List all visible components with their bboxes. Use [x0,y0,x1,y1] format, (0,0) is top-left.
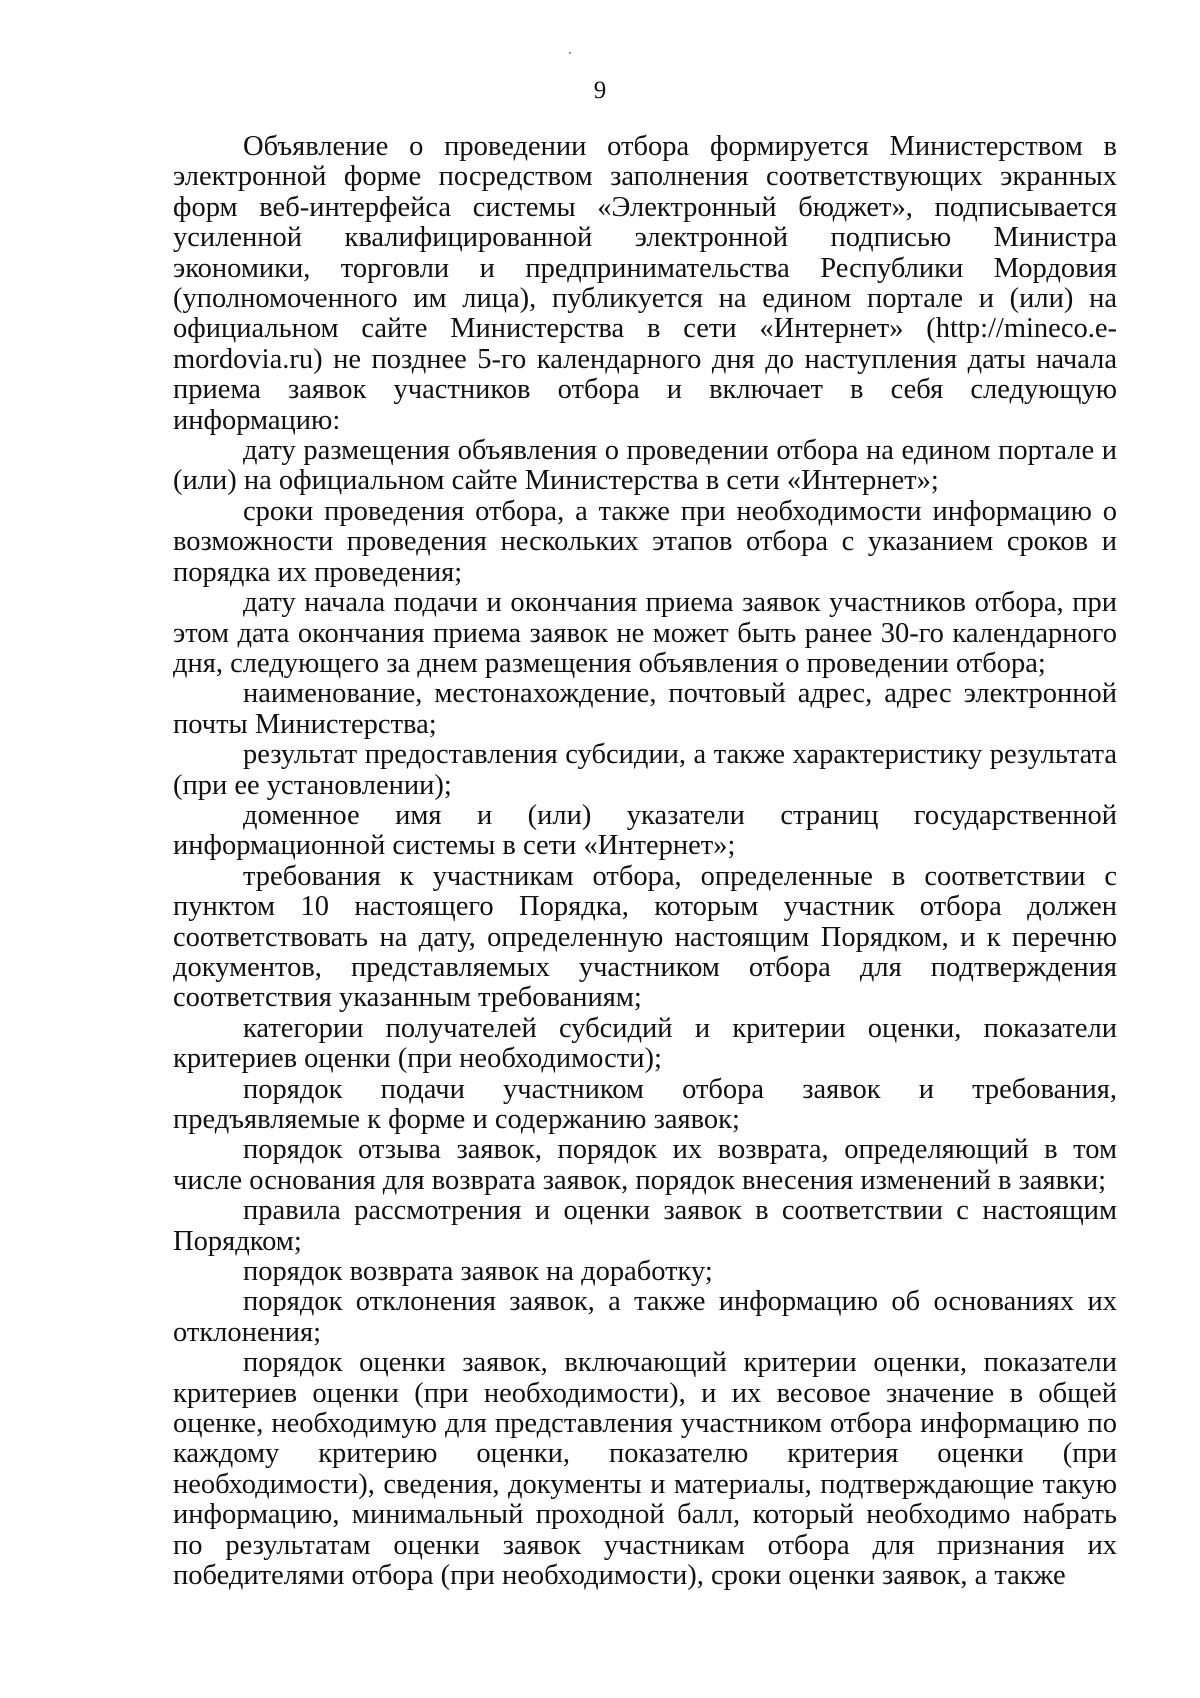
paragraph-announcement-intro: Объявление о проведении отбора формируется Министерством в электронной форме посредством заполнения соответствующих экранных форм веб-интерфейса системы «Электронный бюджет», подписывается усиленной квалифицированной электронной подписью Министра экономики, торговли и предпринимательства Республики Мордовия (уполномоченного им лица), публикуется на едином портале и (или) на официальном сайте Министерства в сети «Интернет» (http://mineco.e-mordovia.ru) не позднее 5-го календарного дня до наступления даты начала приема заявок участников отбора и включает в себя следующую информацию: [173,131,1117,436]
paragraph-submission-procedure: порядок подачи участником отбора заявок и требования, предъявляемые к форме и содержанию заявок; [173,1073,1117,1135]
page-number: 9 [593,77,607,104]
scan-speck [569,52,571,54]
paragraph-domain-name: доменное имя и (или) указатели страниц государственной информационной системы в сети «Интернет»; [173,799,1117,862]
paragraph-rejection-procedure: порядок отклонения заявок, а также информацию об основаниях их отклонения; [173,1286,1117,1348]
paragraph-application-dates: дату начала подачи и окончания приема заявок участников отбора, при этом дата окончания приема заявок не может быть ранее 30-го календарного дня, следующего за днем размещения объявления о проведении отбора; [173,587,1117,679]
paragraph-recipient-categories: категории получателей субсидий и критерии оценки, показатели критериев оценки (при необходимости); [173,1012,1117,1075]
paragraph-return-for-revision: порядок возврата заявок на доработку; [243,1256,713,1288]
paragraph-subsidy-result: результат предоставления субсидии, а также характеристику результата (при ее установлении); [173,739,1117,801]
body-text [173,132,1117,1592]
paragraph-ministry-address: наименование, местонахождение, почтовый адрес, адрес электронной почты Министерства; [173,678,1117,740]
paragraph-withdrawal-procedure: порядок отзыва заявок, порядок их возврата, определяющий в том числе основания для возврата заявок, порядок внесения изменений в заявки; [173,1134,1117,1196]
paragraph-placement-date: дату размещения объявления о проведении отбора на едином портале и (или) на официальном сайте Министерства в сети «Интернет»; [173,435,1117,497]
paragraph-selection-terms: сроки проведения отбора, а также при необходимости информацию о возможности проведения нескольких этапов отбора с указанием сроков и порядка их проведения; [173,495,1117,588]
paragraph-participant-requirements: требования к участникам отбора, определенные в соответствии с пунктом 10 настоящего Порядка, которым участник отбора должен соответствовать на дату, определенную настоящим Порядком, и к перечню документов, представляемых участником отбора для подтверждения соответствия указанным требованиям; [173,860,1117,1014]
paragraph-evaluation-procedure: порядок оценки заявок, включающий критерии оценки, показатели критериев оценки (при необходимости), и их весовое значение в общей оценке, необходимую для представления участником отбора информацию по каждому критерию оценки, показателю критерия оценки (при необходимости), сведения, документы и материалы, подтверждающие такую информацию, минимальный проходной балл, который необходимо набрать по результатам оценки заявок участникам отбора для признания их победителями отбора (при необходимости), сроки оценки заявок, а также [173,1347,1117,1592]
paragraph-review-rules: правила рассмотрения и оценки заявок в соответствии с настоящим Порядком; [173,1195,1117,1257]
